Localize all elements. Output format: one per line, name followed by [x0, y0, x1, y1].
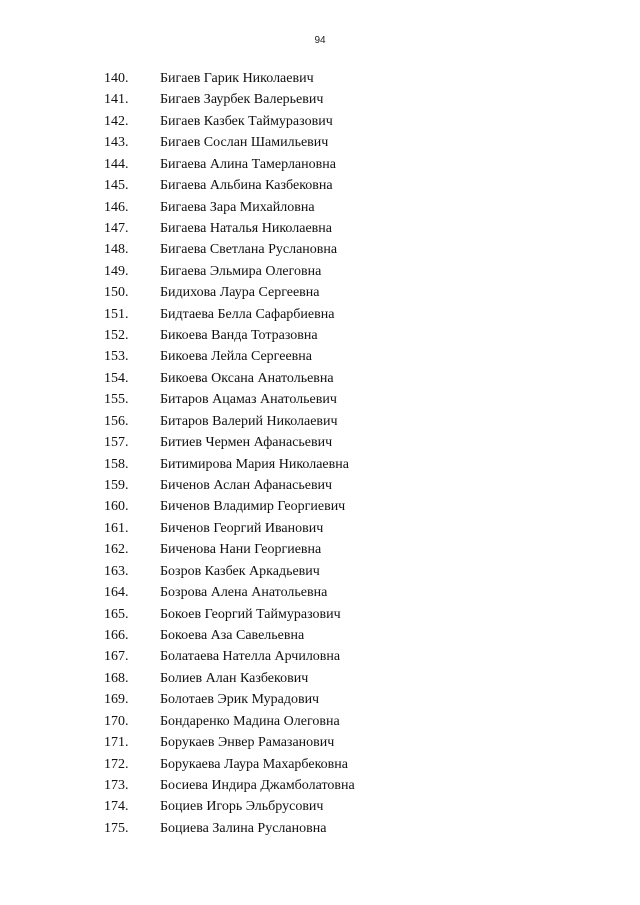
- entry-number: 143.: [104, 135, 129, 151]
- list-item: [0, 111, 640, 132]
- list-item: [0, 282, 640, 303]
- list-item: [0, 89, 640, 110]
- entry-number: 150.: [104, 285, 129, 301]
- name-list: [0, 68, 640, 839]
- entry-number: 140.: [104, 71, 129, 86]
- list-item: [0, 582, 640, 603]
- entry-name: Бигаева Алина Тамерлановна: [160, 156, 336, 172]
- entry-number: 164.: [104, 585, 129, 601]
- entry-name: Бигаев Сослан Шамильевич: [160, 135, 329, 151]
- entry-number: 163.: [104, 563, 129, 579]
- entry-number: 144.: [104, 156, 129, 172]
- entry-name: Битимирова Мария Николаевна: [160, 456, 349, 472]
- entry-name: Бозрова Алена Анатольевна: [160, 585, 328, 601]
- entry-name: Битаров Ацамаз Анатольевич: [160, 392, 337, 408]
- entry-name: Бондаренко Мадина Олеговна: [160, 713, 340, 729]
- entry-number: 159.: [104, 478, 129, 494]
- list-item: [0, 732, 640, 753]
- entry-name: Бигаев Гарик Николаевич: [160, 71, 314, 86]
- entry-number: 151.: [104, 306, 129, 322]
- list-item: [0, 561, 640, 582]
- entry-number: 142.: [104, 113, 129, 129]
- entry-name: Бозров Казбек Аркадьевич: [160, 563, 320, 579]
- entry-name: Болиев Алан Казбекович: [160, 670, 309, 686]
- entry-name: Бикоева Ванда Тотразовна: [160, 328, 318, 344]
- entry-name: Борукаев Энвер Рамазанович: [160, 735, 335, 751]
- list-item: [0, 625, 640, 646]
- list-item: [0, 132, 640, 153]
- entry-name: Бигаева Альбина Казбековна: [160, 178, 333, 194]
- entry-number: 155.: [104, 392, 129, 408]
- list-item: [0, 325, 640, 346]
- list-item: [0, 197, 640, 218]
- entry-number: 174.: [104, 799, 129, 815]
- list-item: [0, 818, 640, 839]
- entry-name: Болатаева Нателла Арчиловна: [160, 649, 341, 665]
- list-item: [0, 261, 640, 282]
- list-item: [0, 496, 640, 517]
- list-item: [0, 754, 640, 775]
- entry-name: Бигаева Эльмира Олеговна: [160, 263, 322, 279]
- entry-number: 162.: [104, 542, 129, 558]
- entry-number: 147.: [104, 220, 129, 236]
- list-item: [0, 368, 640, 389]
- entry-number: 175.: [104, 820, 129, 836]
- list-item: [0, 432, 640, 453]
- entry-number: 145.: [104, 178, 129, 194]
- entry-name: Бигаева Зара Михайловна: [160, 199, 315, 215]
- entry-name: Битиев Чермен Афанасьевич: [160, 435, 333, 451]
- list-item: [0, 711, 640, 732]
- entry-number: 167.: [104, 649, 129, 665]
- list-item: [0, 689, 640, 710]
- entry-number: 154.: [104, 370, 129, 386]
- entry-name: Бигаева Светлана Руслановна: [160, 242, 338, 258]
- entry-name: Бидихова Лаура Сергеевна: [160, 285, 320, 301]
- entry-name: Бикоева Оксана Анатольевна: [160, 370, 334, 386]
- list-item: [0, 239, 640, 260]
- entry-name: Битаров Валерий Николаевич: [160, 413, 338, 429]
- entry-number: 148.: [104, 242, 129, 258]
- entry-number: 156.: [104, 413, 129, 429]
- entry-number: 172.: [104, 756, 129, 772]
- list-item: [0, 68, 640, 89]
- entry-number: 166.: [104, 627, 129, 643]
- list-item: [0, 304, 640, 325]
- entry-name: Биченов Аслан Афанасьевич: [160, 478, 333, 494]
- list-item: [0, 796, 640, 817]
- entry-number: 149.: [104, 263, 129, 279]
- entry-name: Биченов Георгий Иванович: [160, 520, 324, 536]
- entry-name: Боциев Игорь Эльбрусович: [160, 799, 324, 815]
- entry-number: 158.: [104, 456, 129, 472]
- entry-number: 152.: [104, 328, 129, 344]
- entry-name: Биченова Нани Георгиевна: [160, 542, 322, 558]
- list-item: [0, 346, 640, 367]
- entry-number: 173.: [104, 777, 129, 793]
- entry-name: Бигаев Заурбек Валерьевич: [160, 92, 324, 108]
- entry-name: Бокоев Георгий Таймуразович: [160, 606, 341, 622]
- entry-number: 171.: [104, 735, 129, 751]
- list-item: [0, 646, 640, 667]
- list-item: [0, 389, 640, 410]
- entry-number: 169.: [104, 692, 129, 708]
- entry-number: 161.: [104, 520, 129, 536]
- entry-name: Босиева Индира Джамболатовна: [160, 777, 355, 793]
- entry-number: 153.: [104, 349, 129, 365]
- entry-name: Боциева Залина Руслановна: [160, 820, 327, 836]
- list-item: [0, 539, 640, 560]
- list-item: [0, 668, 640, 689]
- list-item: [0, 175, 640, 196]
- entry-number: 146.: [104, 199, 129, 215]
- list-item: [0, 454, 640, 475]
- list-item: [0, 604, 640, 625]
- list-item: [0, 518, 640, 539]
- entry-name: Болотаев Эрик Мурадович: [160, 692, 320, 708]
- entry-name: Бигаева Наталья Николаевна: [160, 220, 332, 236]
- entry-number: 165.: [104, 606, 129, 622]
- list-item: [0, 411, 640, 432]
- entry-number: 157.: [104, 435, 129, 451]
- entry-name: Борукаева Лаура Махарбековна: [160, 756, 348, 772]
- entry-number: 168.: [104, 670, 129, 686]
- list-item: [0, 775, 640, 796]
- entry-number: 170.: [104, 713, 129, 729]
- list-item: [0, 154, 640, 175]
- entry-number: 160.: [104, 499, 129, 515]
- page-number: 94: [314, 35, 326, 46]
- entry-name: Биченов Владимир Георгиевич: [160, 499, 346, 515]
- entry-name: Бокоева Аза Савельевна: [160, 627, 305, 643]
- entry-number: 141.: [104, 92, 129, 108]
- list-item: [0, 218, 640, 239]
- entry-name: Бидтаева Белла Сафарбиевна: [160, 306, 335, 322]
- entry-name: Бигаев Казбек Таймуразович: [160, 113, 333, 129]
- list-item: [0, 475, 640, 496]
- entry-name: Бикоева Лейла Сергеевна: [160, 349, 312, 365]
